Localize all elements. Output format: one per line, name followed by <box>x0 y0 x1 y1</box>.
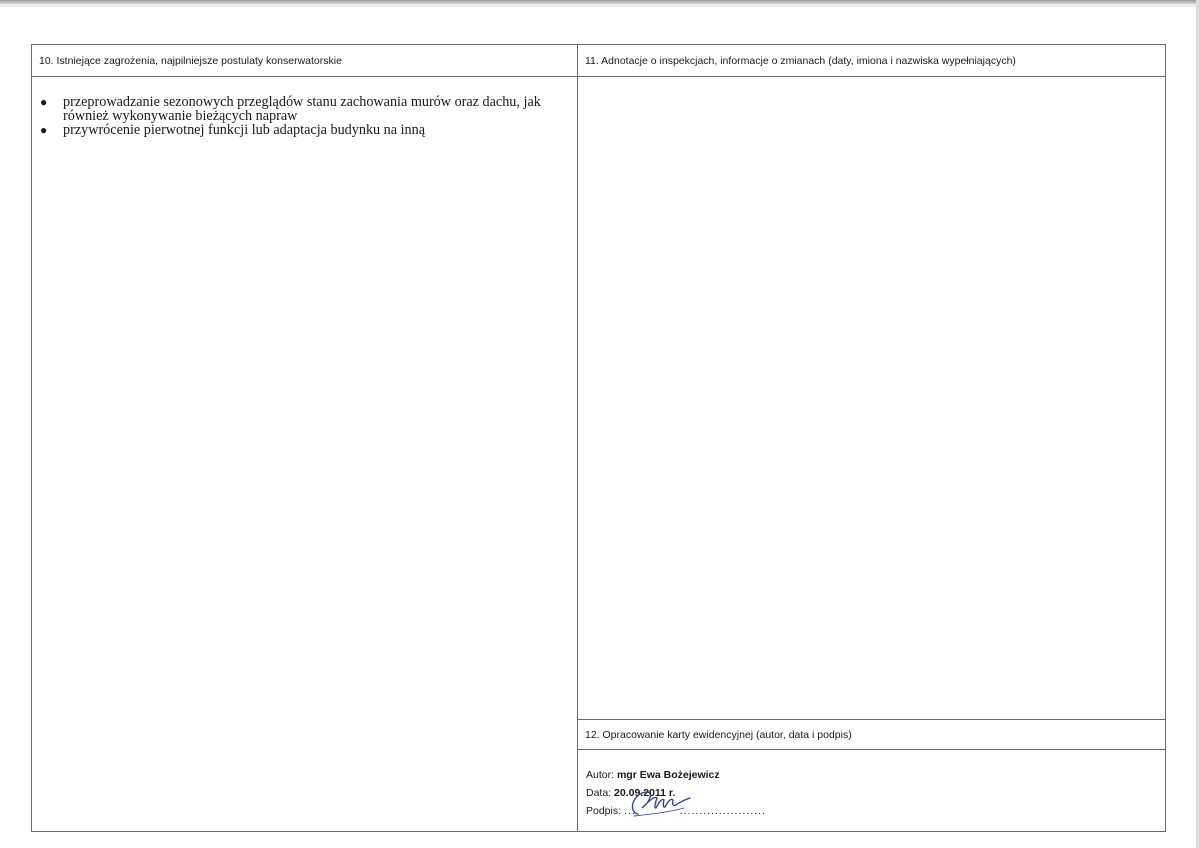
section-11-inspections <box>578 45 1165 831</box>
conservation-postulates-list <box>32 95 578 137</box>
date-value: 20.09.2011 r. <box>614 787 676 799</box>
list-item <box>32 95 578 123</box>
record-card-form <box>31 44 1166 832</box>
bullet-icon: ● <box>40 123 48 137</box>
section-12-card-preparation <box>578 719 1165 831</box>
section-10-threats <box>32 45 578 831</box>
list-item-text: przeprowadzanie sezonowych przeglądów stanu zachowania murów oraz dachu, jak również wykonywanie bieżących napraw <box>63 94 541 124</box>
signature-dots-after: ...................... <box>679 805 766 817</box>
section-10-heading: 10. Istniejące zagrożenia, najpilniejsze postulaty konserwatorskie <box>32 45 577 77</box>
date-label: Data: <box>586 787 612 799</box>
bullet-icon: ● <box>40 95 48 109</box>
list-item-text: przywrócenie pierwotnej funkcji lub adaptacja budynku na inną <box>63 122 426 138</box>
author-line <box>586 766 766 784</box>
section-12-heading: 12. Opracowanie karty ewidencyjnej (autor, data i podpis) <box>578 720 1165 750</box>
author-value: mgr Ewa Bożejewicz <box>616 769 720 781</box>
handwritten-signature-icon <box>624 786 694 820</box>
list-item <box>32 123 578 137</box>
author-info <box>586 766 766 820</box>
signature-line <box>586 802 766 820</box>
section-11-heading: 11. Adnotacje o inspekcjach, informacje o zmianach (daty, imiona i nazwiska wypełniających) <box>578 45 1165 77</box>
scan-edge-shadow <box>0 4 1199 7</box>
author-label: Autor: <box>586 769 615 781</box>
signature-dots-before: ... <box>623 805 636 817</box>
signature-label: Podpis: <box>586 805 622 817</box>
